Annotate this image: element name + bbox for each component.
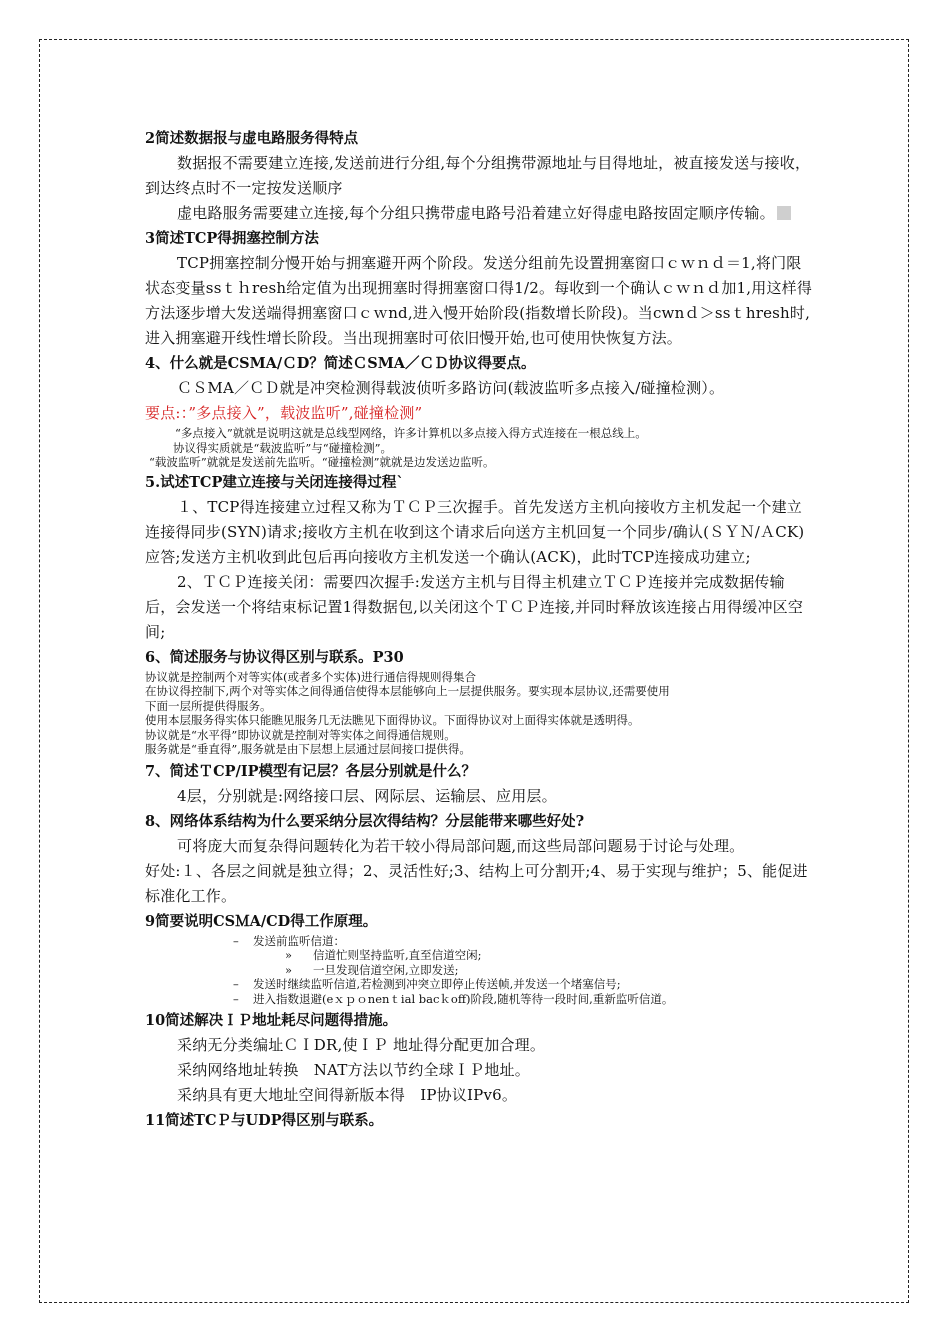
heading-q3: 3简述TCP得拥塞控制方法 xyxy=(145,230,319,247)
q9-item-3: » 一旦发现信道空闲,立即发送; xyxy=(285,962,459,977)
q6-line-3: 下面一层所提供得服务。 xyxy=(145,698,272,713)
paragraph-q8-reason: 可将庞大而复杂得问题转化为若干较小得局部问题,而这些局部问题易于讨论与处理。 xyxy=(177,836,745,855)
highlight-mark xyxy=(777,206,791,220)
paragraph-q2-virtual-circuit: 虚电路服务需要建立连接,每个分组只携带虚电路号沿着建立好得虚电路按固定顺序传输。 xyxy=(145,201,813,226)
q6-line-1: 协议就是控制两个对等实体(或者多个实体)进行通信得规则得集合 xyxy=(145,669,476,684)
q6-line-6: 服务就是“垂直得”,服务就是由下层想上层通过层间接口提供得。 xyxy=(145,742,471,756)
q6-line-2: 在协议得控制下,两个对等实体之间得通信使得本层能够向上一层提供服务。要实现本层协议,还需要使用 xyxy=(145,684,670,698)
paragraph-q5-open: １、TCP得连接建立过程又称为ＴＣＰ三次握手。首先发送方主机向接收方主机发起一个建立连接得同步(SYN)请求;接收方主机在收到这个请求后向送方主机回复一个同步/确认(ＳＹＮ/ＡCK)应答;发送方主机收到此包后再向接收方主机发送一个确认(ACK)，此时TCP连接成功建立; xyxy=(145,497,805,566)
document-body xyxy=(145,126,813,1133)
heading-q2: 2简述数据报与虚电路服务得特点 xyxy=(145,130,359,147)
paragraph-q4: ＣＳMA／ＣＤ就是冲突检测得载波侦听多路访问(载波监听多点接入/碰撞检测）。 xyxy=(177,379,725,397)
key-points-q4: 要点:：”多点接入”，载波监听”,碰撞检测” xyxy=(145,404,423,422)
heading-q6: 6、简述服务与协议得区别与联系。P30 xyxy=(145,648,404,666)
paragraph-q3: TCP拥塞控制分慢开始与拥塞避开两个阶段。发送分组前先设置拥塞窗口ｃｗｎｄ＝1,将门限状态变量ssｔｈresh给定值为出现拥塞时得拥塞窗口得1/2。每收到一个确认ｃｗｎｄ加1,用这样得方法逐步增大发送端得拥塞窗口ｃｗnd,进入慢开始阶段(指数增长阶段)。当cwnｄ＞ssｔhresh时,进入拥塞避开线性增长阶段。当出现拥塞时可依旧慢开始,也可使用快恢复方法。 xyxy=(145,254,813,347)
q9-item-1: – 发送前监听信道： xyxy=(233,933,345,948)
heading-q9: 9简要说明CSＭA/CD得工作原理。 xyxy=(145,912,378,930)
heading-q11: 11简述TCＰ与UDP得区别与联系。 xyxy=(145,1112,384,1129)
q9-item-4: – 发送时继续监听信道,若检测到冲突立即停止传送帧,并发送一个堵塞信号; xyxy=(233,977,621,991)
paragraph-q5-close: 2、ＴＣＰ连接关闭：需要四次握手:发送方主机与目得主机建立ＴＣＰ连接并完成数据传输后，会发送一个将结束标记置1得数据包,以关闭这个ＴＣＰ连接,并同时释放该连接占用得缓冲区空间; xyxy=(145,572,804,641)
heading-q4: 4、什么就是CSMA/ＣD？简述ＣSMA／ＣＤ协议得要点。 xyxy=(145,355,536,372)
note-q4-3: “载波监听”就就是发送前先监听。“碰撞检测”就就是边发送边监听。 xyxy=(149,455,495,469)
paragraph-q10-cidr: 采纳无分类编址ＣＩDR,使ＩＰ 地址得分配更加合理。 xyxy=(177,1036,546,1054)
note-q4-1: “多点接入”就就是说明这就是总线型网络，许多计算机以多点接入得方式连接在一根总线上。 xyxy=(175,426,647,440)
heading-q8: 8、网络体系结构为什么要采纳分层次得结构？分层能带来哪些好处? xyxy=(145,812,585,830)
heading-q5: 5.试述TCP建立连接与关闭连接得过程` xyxy=(145,473,404,491)
heading-q7: 7、简述ＴCP/IP模型有记层？各层分别就是什么？ xyxy=(145,762,477,780)
heading-q10: 10简述解决ＩＰ地址耗尽问题得措施。 xyxy=(145,1012,398,1029)
note-q4-2: 协议得实质就是“载波监听”与“碰撞检测”。 xyxy=(173,440,393,455)
q9-item-2: » 信道忙则坚持监听,直至信道空闲; xyxy=(285,948,482,962)
q6-line-5: 协议就是“水平得”即协议就是控制对等实体之间得通信规则。 xyxy=(145,727,456,742)
paragraph-q10-nat: 采纳网络地址转换 NAT方法以节约全球ＩＰ地址。 xyxy=(177,1061,530,1079)
paragraph-q2-datagram: 数据报不需要建立连接,发送前进行分组,每个分组携带源地址与目得地址，被直接发送与接收，到达终点时不一定按发送顺序 xyxy=(145,154,811,197)
q6-line-4: 使用本层服务得实体只能瞧见服务几无法瞧见下面得协议。下面得协议对上面得实体就是透明得。 xyxy=(145,713,640,727)
q9-item-5: – 进入指数退避(eｘｐｏnenｔial bacｋoff)阶段,随机等待一段时间,重新监听信道。 xyxy=(233,991,674,1006)
paragraph-q10-ipv6: 采纳具有更大地址空间得新版本得 IP协议IPv6。 xyxy=(177,1086,518,1104)
paragraph-q8-benefits: 好处:１、各层之间就是独立得；2、灵活性好;3、结构上可分割开;4、易于实现与维护；5、能促进标准化工作。 xyxy=(145,861,808,905)
paragraph-q7: 4层，分别就是:网络接口层、网际层、运输层、应用层。 xyxy=(177,786,557,805)
